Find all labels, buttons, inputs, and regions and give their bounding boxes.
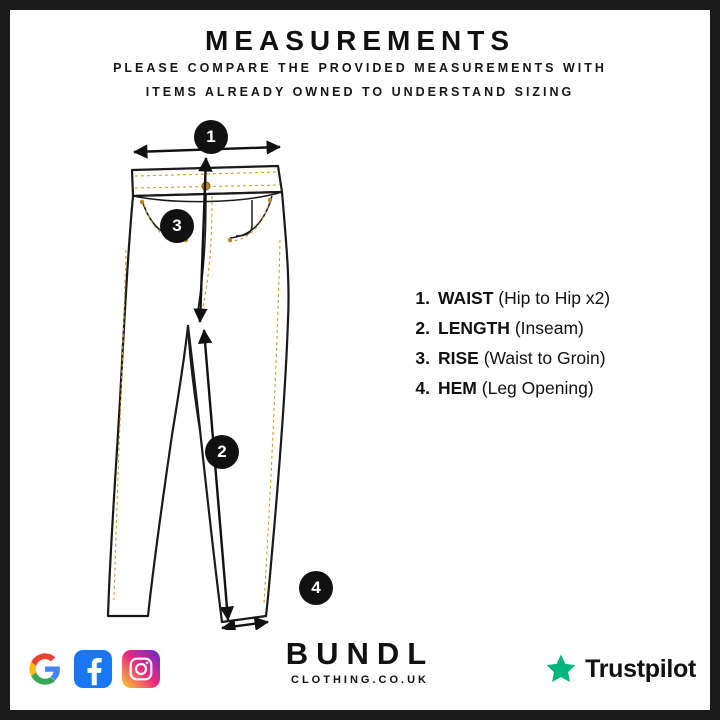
measurement-legend bbox=[402, 288, 692, 408]
legend-note: (Waist to Groin) bbox=[483, 348, 606, 368]
legend-label: WAIST bbox=[438, 288, 494, 308]
legend-note: (Hip to Hip x2) bbox=[498, 288, 611, 308]
marker-1: 1 bbox=[194, 120, 228, 154]
legend-item-waist bbox=[402, 288, 692, 309]
trustpilot-label: Trustpilot bbox=[585, 654, 696, 683]
legend-label: HEM bbox=[438, 378, 477, 398]
subtitle-line-1: PLEASE COMPARE THE PROVIDED MEASUREMENTS WITH bbox=[113, 60, 607, 75]
legend-number: 2. bbox=[415, 318, 430, 338]
brand-subtitle: CLOTHING.CO.UK bbox=[291, 674, 429, 686]
legend-note: (Leg Opening) bbox=[481, 378, 594, 398]
legend-label: RISE bbox=[438, 348, 479, 368]
legend-label: LENGTH bbox=[438, 318, 510, 338]
subtitle-line-2: ITEMS ALREADY OWNED TO UNDERSTAND SIZING bbox=[145, 84, 575, 99]
jeans-body bbox=[108, 192, 289, 622]
legend-number: 1. bbox=[415, 288, 430, 308]
brand-name: BUNDL bbox=[285, 636, 435, 672]
legend-number: 3. bbox=[415, 348, 430, 368]
guide-canvas bbox=[10, 10, 710, 710]
legend-note: (Inseam) bbox=[514, 318, 584, 338]
legend-item-length bbox=[402, 318, 692, 339]
legend-item-rise bbox=[402, 348, 692, 369]
legend-item-hem bbox=[402, 378, 692, 399]
trustpilot-badge[interactable] bbox=[544, 652, 696, 686]
marker-3: 3 bbox=[160, 209, 194, 243]
jeans-diagram bbox=[102, 130, 402, 630]
waistband bbox=[132, 166, 282, 196]
header bbox=[10, 26, 710, 104]
trustpilot-star-icon bbox=[544, 652, 578, 686]
page-title: MEASUREMENTS bbox=[204, 25, 515, 56]
legend-number: 4. bbox=[415, 378, 430, 398]
marker-2: 2 bbox=[205, 435, 239, 469]
marker-4: 4 bbox=[299, 571, 333, 605]
footer bbox=[10, 616, 710, 702]
